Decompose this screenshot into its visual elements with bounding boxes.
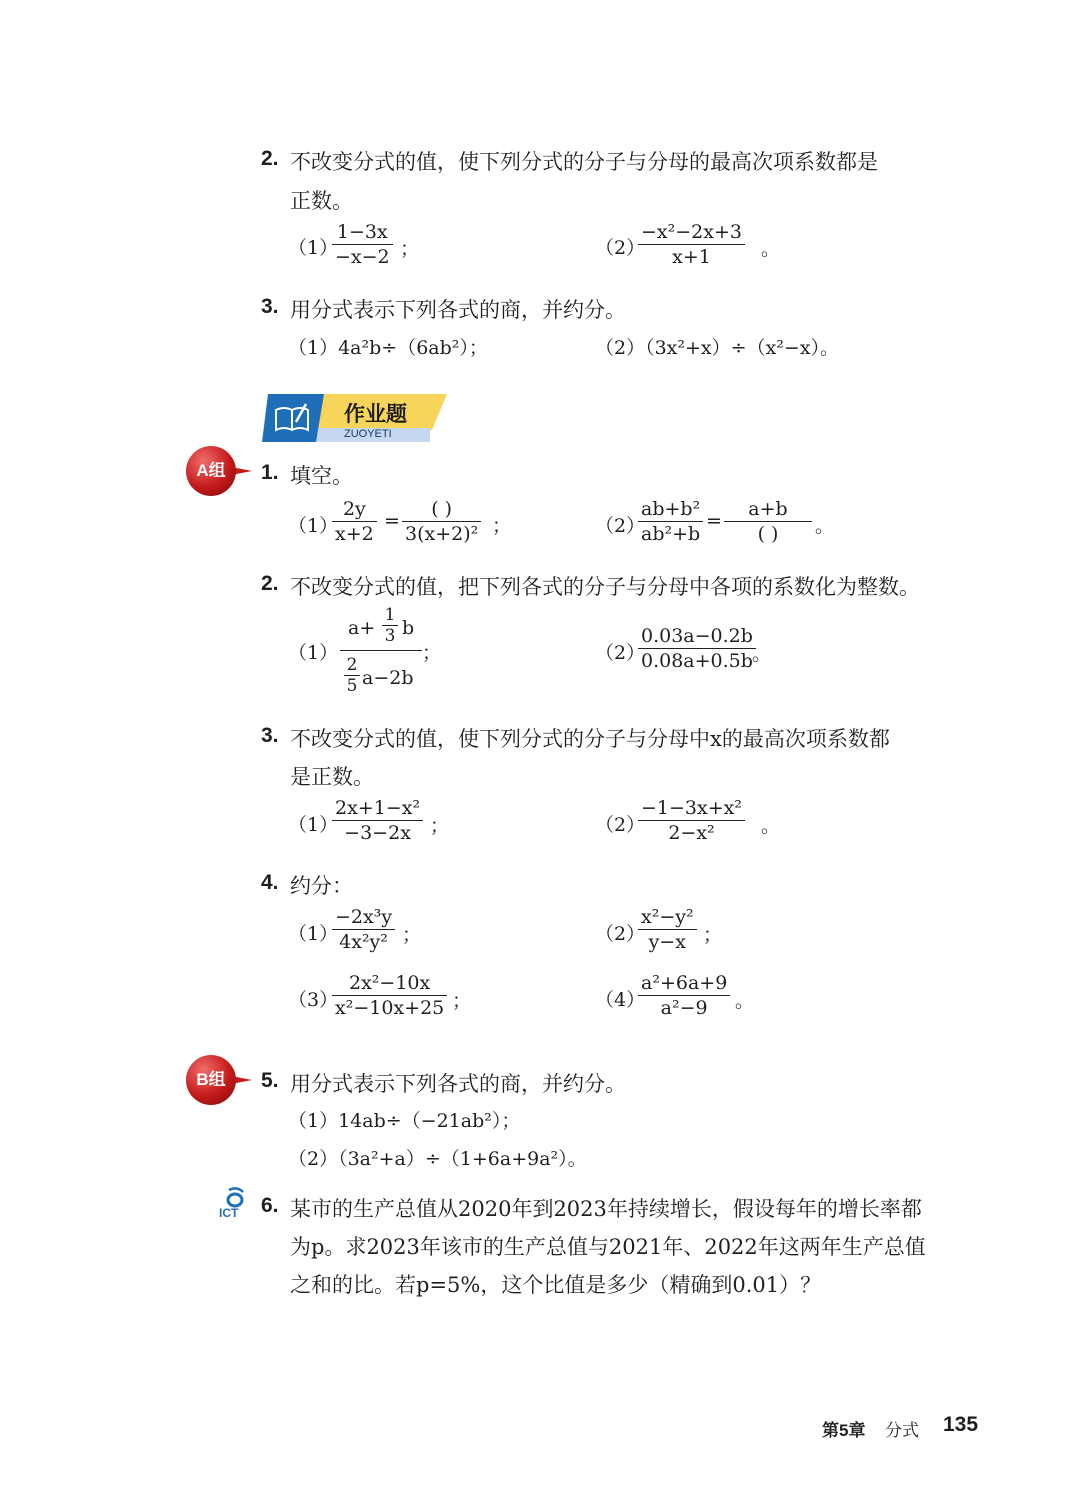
sub-item: （2）（3x²+x）÷（x²−x）。 [595, 337, 840, 359]
denominator: x+2 [335, 523, 374, 545]
numerator: 1−3x [332, 220, 393, 245]
question-number: 6. [261, 1194, 279, 1217]
book-pen-icon [272, 400, 312, 440]
item-label: （1） [288, 515, 339, 537]
denominator: 4x²y² [339, 931, 388, 953]
page-number: 135 [943, 1413, 979, 1436]
numerator: −1−3x+x² [638, 796, 745, 821]
fraction [402, 497, 481, 546]
punctuation: ； [703, 924, 723, 946]
fraction [332, 796, 423, 845]
question-number: 1. [261, 461, 279, 484]
banner-title: 作业题 [344, 403, 407, 426]
punctuation: ； [430, 815, 450, 837]
denominator: y−x [648, 931, 686, 953]
equals-sign: = [384, 510, 400, 532]
ict-icon-label: ICT [219, 1206, 239, 1220]
denominator: x²−10x+25 [335, 997, 445, 1019]
fraction [638, 971, 730, 1020]
question-text: 不改变分式的值，把下列各式的分子与分母中各项的系数化为整数。 [290, 575, 920, 599]
numerator: 2y [332, 497, 377, 522]
ict-icon [219, 1186, 251, 1222]
punctuation: ； [452, 990, 472, 1012]
blank-denominator: ( ) [757, 523, 779, 545]
question-text: 不改变分式的值，使下列分式的分子与分母的最高次项系数都是 [290, 150, 878, 174]
punctuation: ； [422, 642, 442, 664]
question-number: 5. [261, 1069, 279, 1092]
item-label: （1） [288, 642, 339, 664]
question-text: 正数。 [290, 189, 353, 213]
fraction-bar [340, 650, 422, 651]
punctuation: ； [402, 924, 422, 946]
nested-numerator: 1 [382, 605, 398, 626]
question-text: 用分式表示下列各式的商，并约分。 [290, 1072, 626, 1096]
equals-sign: = [706, 510, 722, 532]
denominator: a²−9 [660, 997, 708, 1019]
punctuation: 。 [815, 515, 835, 537]
numerator: a+b [724, 497, 812, 522]
question-text: 为p。求2023年该市的生产总值与2021年、2022年这两年生产总值 [290, 1235, 926, 1259]
numerator: 2x²−10x [332, 971, 447, 996]
question-number: 4. [261, 871, 279, 894]
numerator: ab+b² [638, 497, 703, 522]
numerator-part: a+ [348, 617, 376, 639]
denominator: x+1 [672, 246, 711, 268]
fraction [638, 624, 756, 673]
item-label: （2） [595, 814, 646, 836]
fraction [638, 905, 697, 954]
denominator-part: a−2b [362, 667, 414, 689]
numerator: 0.03a−0.2b [638, 624, 756, 649]
denominator: ab²+b [641, 523, 701, 545]
chapter-label: 第5章 [822, 1421, 866, 1440]
sub-item: （2）（3a²+a）÷（1+6a+9a²）。 [288, 1148, 587, 1170]
fraction [332, 497, 377, 546]
item-label: （2） [595, 515, 646, 537]
question-text: 约分： [290, 874, 353, 898]
question-text: 填空。 [290, 464, 353, 488]
sub-item: （1）4a²b÷（6ab²）； [288, 337, 488, 359]
fraction [638, 220, 745, 269]
numerator: −2x³y [332, 905, 395, 930]
item-label: （2） [595, 642, 646, 664]
group-b-badge: B组 [186, 1055, 236, 1105]
banner-pinyin: ZUOYETI [344, 428, 392, 440]
question-text: 不改变分式的值，使下列分式的分子与分母中x的最高次项系数都 [290, 727, 890, 751]
nested-numerator: 2 [344, 655, 360, 676]
sub-item: （1）14ab÷（−21ab²）； [288, 1110, 521, 1132]
fraction [638, 497, 703, 546]
homework-banner [262, 392, 447, 444]
nested-fraction [344, 655, 360, 696]
punctuation: ； [400, 238, 420, 260]
question-text: 是正数。 [290, 765, 374, 789]
denominator: −x−2 [335, 246, 390, 268]
question-text: 之和的比。若p=5%，这个比值是多少（精确到0.01）？ [290, 1273, 822, 1297]
numerator: a²+6a+9 [638, 971, 730, 996]
punctuation: 。 [752, 643, 772, 665]
complex-fraction [340, 605, 422, 697]
numerator-part: b [402, 617, 415, 639]
item-label: （1） [288, 237, 339, 259]
denominator: 3(x+2)² [405, 523, 479, 545]
question-number: 2. [261, 572, 279, 595]
section-label: 分式 [885, 1421, 919, 1440]
numerator: x²−y² [638, 905, 697, 930]
fraction [638, 796, 745, 845]
question-text: 某市的生产总值从2020年到2023年持续增长，假设每年的增长率都 [290, 1197, 922, 1221]
denominator: −3−2x [344, 822, 411, 844]
item-label: （4） [595, 989, 646, 1011]
denominator: 2−x² [668, 822, 715, 844]
blank-numerator: ( ) [402, 497, 481, 522]
punctuation: 。 [761, 238, 781, 260]
question-text: 用分式表示下列各式的商，并约分。 [290, 298, 626, 322]
fraction [724, 497, 812, 546]
fraction [332, 220, 393, 269]
item-label: （2） [595, 237, 646, 259]
item-label: （1） [288, 814, 339, 836]
nested-denominator: 3 [384, 626, 396, 646]
punctuation: ； [492, 515, 512, 537]
item-label: （3） [288, 989, 339, 1011]
nested-denominator: 5 [346, 676, 358, 696]
question-number: 2. [261, 147, 279, 170]
punctuation: 。 [761, 815, 781, 837]
question-number: 3. [261, 295, 279, 318]
punctuation: 。 [735, 990, 755, 1012]
group-a-badge: A组 [186, 446, 236, 496]
denominator: 0.08a+0.5b [641, 650, 753, 672]
fraction [332, 905, 395, 954]
question-number: 3. [261, 724, 279, 747]
numerator: −x²−2x+3 [638, 220, 745, 245]
fraction [332, 971, 447, 1020]
item-label: （2） [595, 923, 646, 945]
numerator: 2x+1−x² [332, 796, 423, 821]
nested-fraction [382, 605, 398, 646]
item-label: （1） [288, 923, 339, 945]
